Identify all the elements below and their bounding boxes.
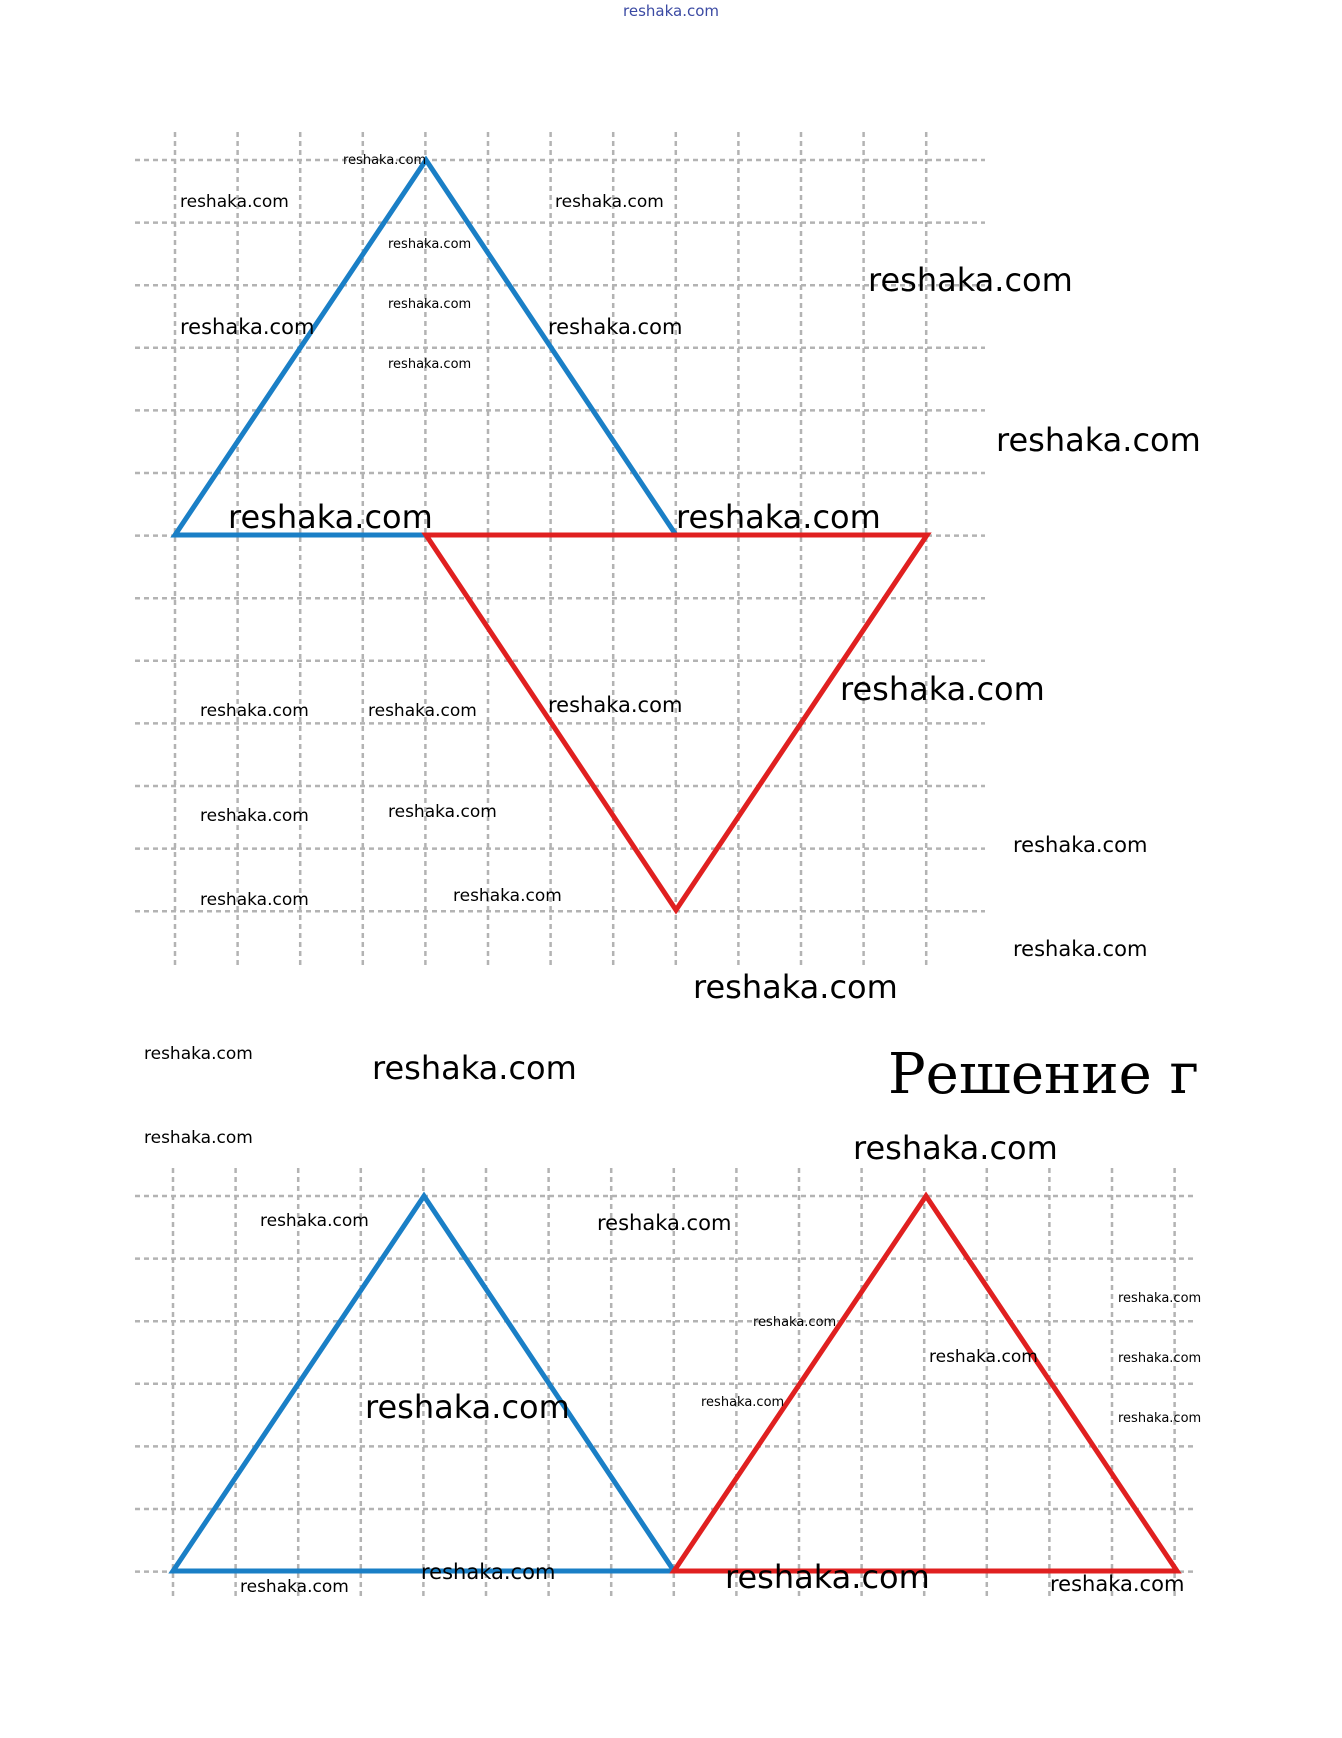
watermark: reshaka.com [597,1211,732,1235]
top-figure [135,132,1201,1006]
watermark: reshaka.com [144,1044,253,1064]
watermark: reshaka.com [180,192,289,212]
watermark: reshaka.com [753,1315,837,1330]
watermark: reshaka.com [840,670,1045,708]
watermark: reshaka.com [453,886,562,906]
header-site-link[interactable]: reshaka.com [623,2,719,20]
bottom-watermarks [240,1211,1201,1597]
watermark: reshaka.com [200,806,309,826]
watermark: reshaka.com [368,701,477,721]
watermark: reshaka.com [548,315,683,339]
watermark: reshaka.com [693,968,898,1006]
watermark: reshaka.com [1050,1572,1185,1596]
watermark: reshaka.com [388,802,497,822]
top-grid [135,132,985,968]
watermark: reshaka.com [929,1347,1038,1367]
watermark: reshaka.com [260,1211,369,1231]
watermark: reshaka.com [1118,1351,1202,1366]
watermark: reshaka.com [548,693,683,717]
watermark: reshaka.com [144,1128,253,1148]
watermark: reshaka.com [343,153,427,168]
watermark: reshaka.com [372,1049,577,1087]
watermark: reshaka.com [725,1558,930,1596]
watermark: reshaka.com [200,701,309,721]
watermark: reshaka.com [388,297,472,312]
watermark: reshaka.com [676,498,881,536]
watermark: reshaka.com [1013,937,1148,961]
bottom-figure [135,1168,1201,1598]
watermark: reshaka.com [1118,1291,1202,1306]
watermark: reshaka.com [1118,1411,1202,1426]
watermark: reshaka.com [228,498,433,536]
watermark: reshaka.com [180,315,315,339]
watermark: reshaka.com [996,421,1201,459]
watermark: reshaka.com [1013,833,1148,857]
watermark: reshaka.com [868,261,1073,299]
watermark: reshaka.com [701,1395,785,1410]
watermark: reshaka.com [240,1577,349,1597]
watermark: reshaka.com [388,357,472,372]
solution-heading: Решение г [888,1042,1199,1107]
watermark: reshaka.com [555,192,664,212]
top-watermarks [180,153,1201,1006]
watermark: reshaka.com [388,237,472,252]
watermark: reshaka.com [365,1388,570,1426]
watermark: reshaka.com [200,890,309,910]
watermark: reshaka.com [421,1560,556,1584]
watermark: reshaka.com [853,1129,1058,1167]
